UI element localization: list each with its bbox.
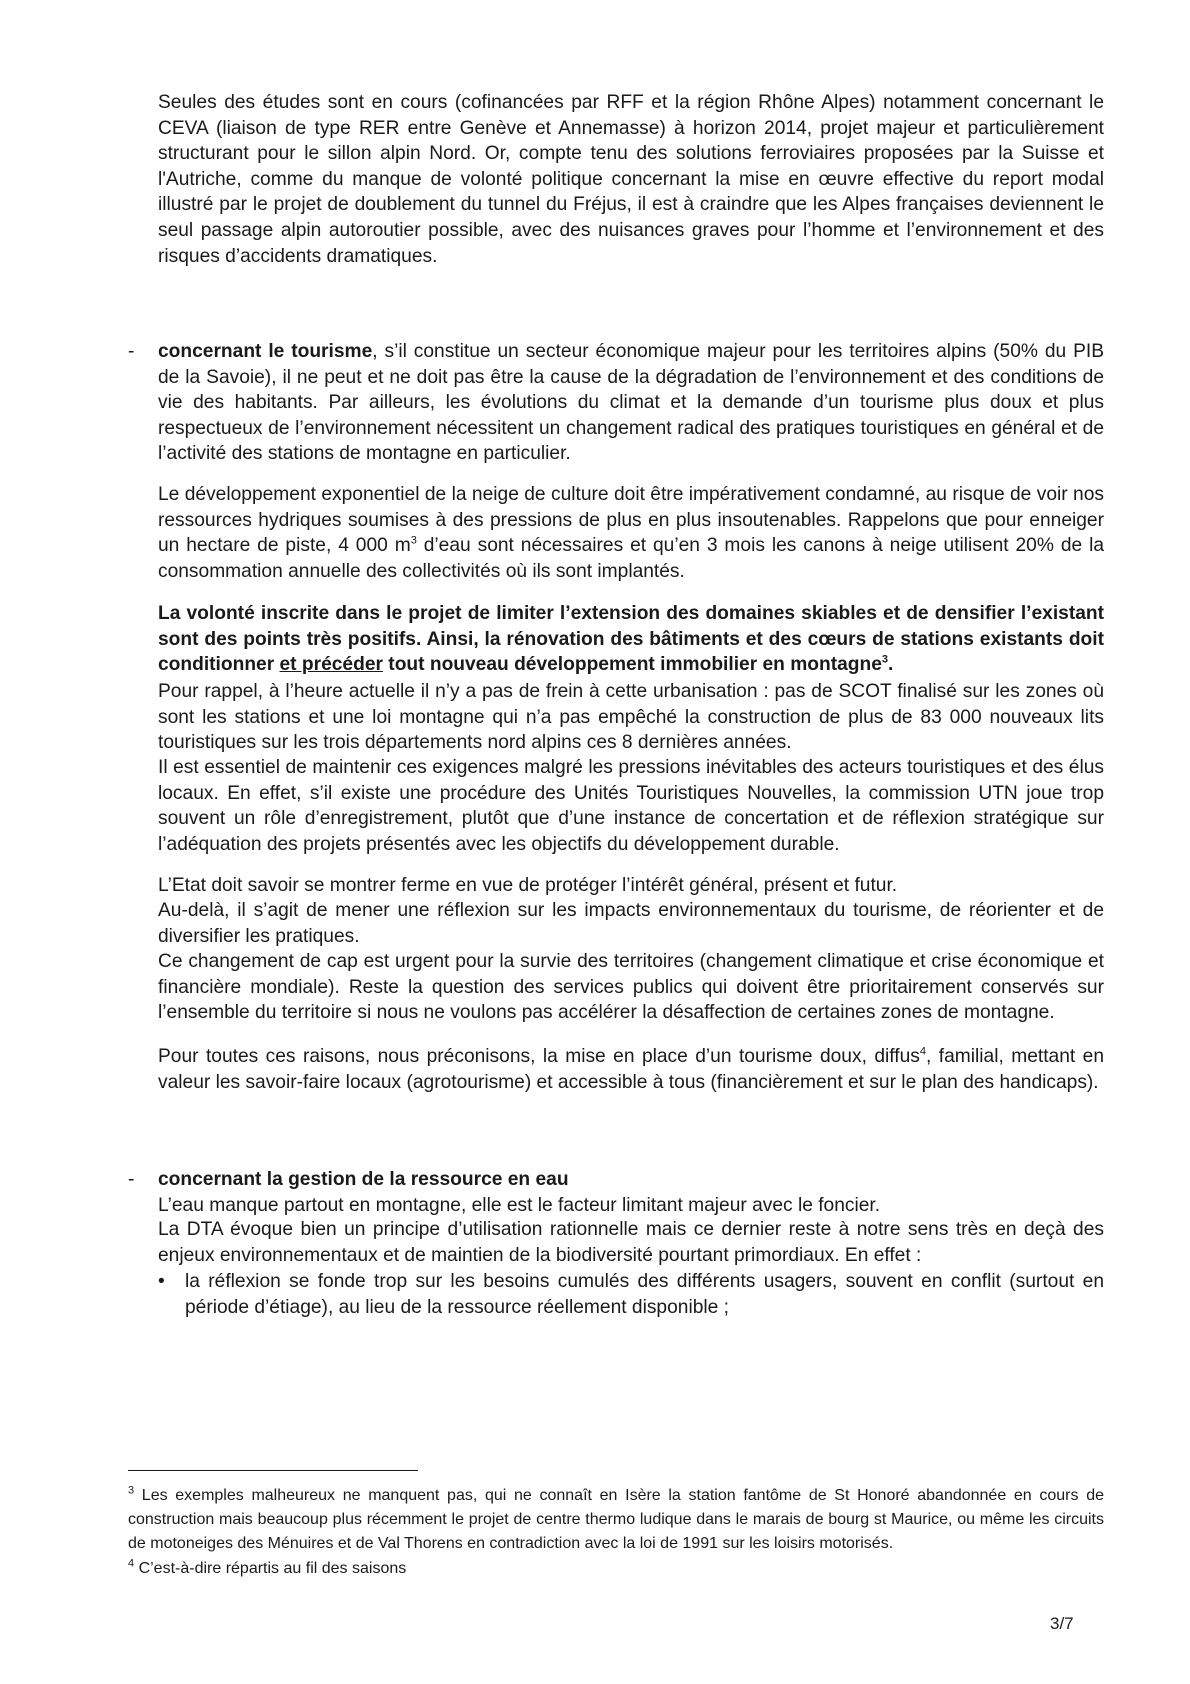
underlined-text: et précéder <box>279 654 383 676</box>
footnote-4 <box>128 1557 1104 1581</box>
tourism-p3-bold-b: tout nouveau développement immobilier en montagne <box>382 654 882 676</box>
tourism-p1-text: , s’il constitue un secteur économique majeur pour les territoires alpins (50% du PIB de la Savoie), il ne peut et ne doit pas être la cause de la dégradation de l’environnement et des conditions de vie des habitants. Par ailleurs, les évolutions du climat et la demande d’un tourisme plus doux et plus respectueux de l’environnement nécessitent un changement radical des pratiques touristiques en général et de l’activité des stations de montagne en particulier. <box>158 341 1104 465</box>
tourism-paragraph-1 <box>158 339 1104 467</box>
superscript: 3 <box>410 534 417 547</box>
tourism-p3-end: . <box>888 654 894 676</box>
footnote-ref-3: 3 <box>881 653 889 666</box>
tourism-paragraph-4: Pour rappel, à l’heure actuelle il n’y a pas de frein à cette urbanisation : pas de SCOT finalisé sur les zones où sont les stations et une loi montagne qui n’a pas empêché la construction de plus de 83 000 nouveaux lits touristiques sur les trois départements nord alpins ces 8 dernières années. <box>158 681 1104 754</box>
tourism-heading: concernant le tourisme <box>158 341 373 362</box>
footnote-number: 3 <box>128 1484 135 1497</box>
water-bullet-1: la réflexion se fonde trop sur les besoins cumulés des différents usagers, souvent en conflit (surtout en période d’étiage), au lieu de la ressource réellement disponible ; <box>185 1271 1104 1318</box>
water-heading: concernant la gestion de la ressource en eau <box>158 1169 569 1190</box>
tourism-paragraph-8: Ce changement de cap est urgent pour la survie des territoires (changement climatique et crise économique et financière mondiale). Reste la question des services publics qui doivent être prioritairement conservés sur l’ensemble du territoire si nous ne voulons pas accélérer la désaffection de certaines zones de montagne. <box>158 951 1104 1024</box>
water-paragraph-2: La DTA évoque bien un principe d’utilisation rationnelle mais ce dernier reste à notre sens très en deçà des enjeux environnementaux et de maintien de la biodiversité pourtant primordiaux. En effet : <box>158 1219 1104 1266</box>
tourism-p9-text-a: Pour toutes ces raisons, nous préconisons, la mise en place d’un tourisme doux, diffus <box>158 1046 920 1067</box>
tourism-p2-text-a: Le développement exponentiel de la neige de culture doit être impérativement condamné, au risque de voir nos ressources hydriques soumises à des pressions de plus en plus insoutenables. Rappelons que pour enneiger un hectare de piste, 4 000 m <box>158 484 1104 557</box>
water-paragraph-1: L’eau manque partout en montagne, elle est le facteur limitant majeur avec le foncier. <box>158 1195 881 1216</box>
paragraph-intro: Seules des études sont en cours (cofinancées par RFF et la région Rhône Alpes) notamment concernant le CEVA (liaison de type RER entre Genève et Annemasse) à horizon 2014, projet majeur et particulièrement structurant pour le sillon alpin Nord. Or, compte tenu des solutions ferroviaires proposées par la Suisse et l'Autriche, comme du manque de volonté politique concernant la mise en œuvre effective du report modal illustré par le projet de doublement du tunnel du Fréjus, il est à craindre que les Alpes françaises deviennent le seul passage alpin autoroutier possible, avec des nuisances graves pour l’homme et l’environnement et des risques d’accidents dramatiques. <box>158 92 1104 267</box>
tourism-paragraph-6: L’Etat doit savoir se montrer ferme en vue de protéger l’intérêt général, présent et futur. <box>158 875 898 896</box>
bullet-icon: • <box>158 1271 165 1292</box>
footnote-3-text: Les exemples malheureux ne manquent pas, qui ne connaît en Isère la station fantôme de St Honoré abandonnée en cours de construction mais beaucoup plus récemment le projet de centre thermo ludique dans le marais de bourg st Maurice, ou même les circuits de motoneiges des Ménuires et de Val Thorens en contradiction avec la loi de 1991 sur les loisirs motorisés. <box>128 1487 1104 1552</box>
tourism-paragraph-2 <box>158 482 1104 584</box>
list-dash: - <box>128 1169 135 1190</box>
footnote-4-text: C’est-à-dire répartis au fil des saisons <box>134 1560 407 1577</box>
footnote-separator <box>128 1470 418 1471</box>
tourism-paragraph-5: Il est essentiel de maintenir ces exigences malgré les pressions inévitables des acteurs touristiques et des élus locaux. En effet, s’il existe une procédure des Unités Touristiques Nouvelles, la commission UTN joue trop souvent un rôle d’enregistrement, plutôt que d’une instance de concertation et de réflexion stratégique sur l’adéquation des projets présentés avec les objectifs du développement durable. <box>158 757 1104 855</box>
tourism-p2-text-b: d’eau sont nécessaires et qu’en 3 mois les canons à neige utilisent 20% de la consommation annuelle des collectivités où ils sont implantés. <box>158 535 1105 582</box>
footnote-ref-4: 4 <box>919 1045 926 1058</box>
tourism-paragraph-3 <box>158 601 1104 678</box>
footnote-3 <box>128 1484 1104 1556</box>
tourism-p9-text-b: , familial, mettant en valeur les savoir-faire locaux (agrotourisme) et accessible à tous (financièrement et sur le plan des handicaps). <box>158 1046 1104 1093</box>
list-dash: - <box>128 341 135 362</box>
page-number: 3/7 <box>1050 1614 1074 1633</box>
tourism-paragraph-7: Au-delà, il s’agit de mener une réflexion sur les impacts environnementaux du tourisme, de réorienter et de diversifier les pratiques. <box>158 900 1104 947</box>
tourism-p3-bold-a: La volonté inscrite dans le projet de limiter l’extension des domaines skiables et de densifier l’existant sont des points très positifs. Ainsi, la rénovation des bâtiments et des cœurs de stations existants doit conditionner <box>158 603 1104 676</box>
water-heading-line <box>158 1167 1104 1193</box>
footnote-number: 4 <box>128 1557 135 1570</box>
tourism-paragraph-9 <box>158 1044 1104 1095</box>
